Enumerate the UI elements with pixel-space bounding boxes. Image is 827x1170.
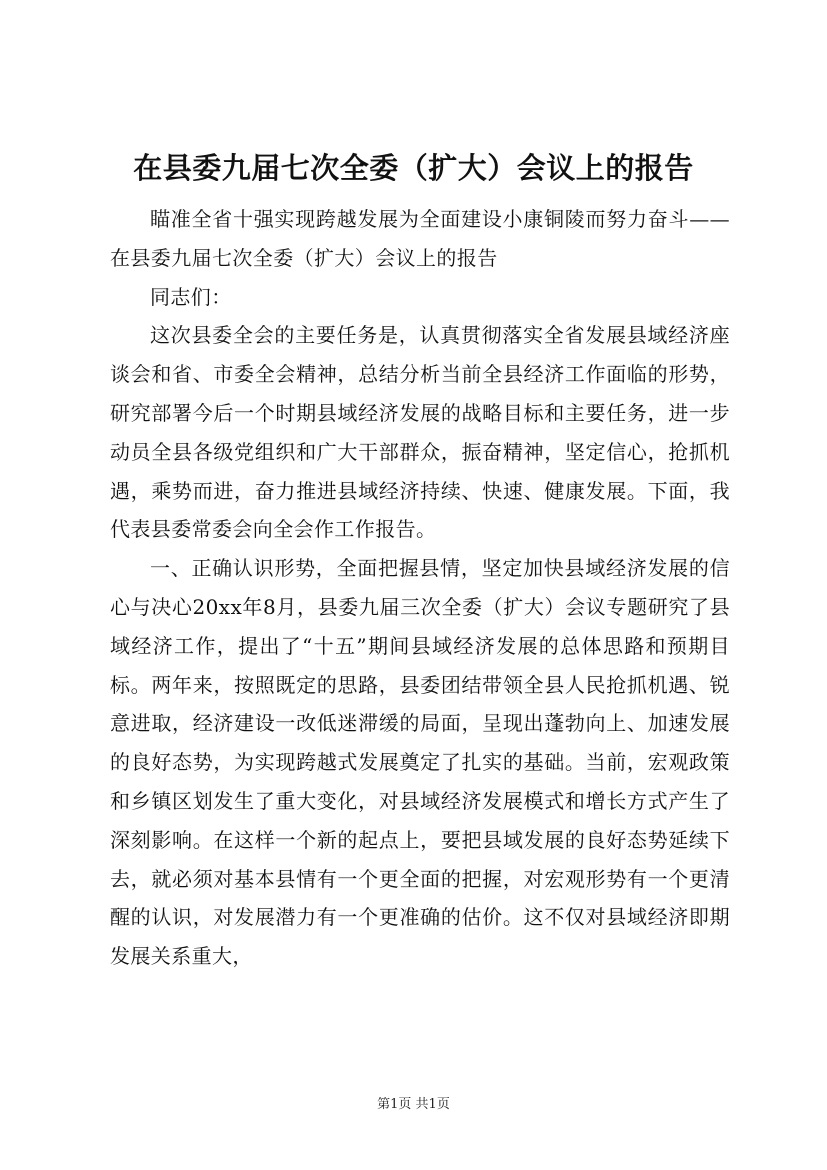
page-footer: 第1页 共1页 [377, 1097, 450, 1112]
salutation-paragraph: 同志们： [150, 284, 232, 309]
subtitle-paragraph: 瞄准全省十强实现跨越发展为全面建设小康铜陵而努力奋斗——在县委九届七次全委（扩大）会议上的报告 [110, 207, 730, 270]
document-title: 在县委九届七次全委（扩大）会议上的报告 [133, 151, 694, 185]
intro-paragraph: 这次县委全会的主要任务是，认真贯彻落实全省发展县域经济座谈会和省、市委全会精神，总结分析当前全县经济工作面临的形势，研究部署今后一个时期县域经济发展的战略目标和主要任务，进一步动员全县各级党组织和广大干部群众，振奋精神，坚定信心，抢抓机遇，乘势而进，奋力推进县域经济持续、快速、健康发展。下面，我代表县委常委会向全会作工作报告。 [110, 323, 730, 542]
section-one-paragraph: 一、正确认识形势，全面把握县情，坚定加快县域经济发展的信心与决心20xx年8月，县委九届三次全委（扩大）会议专题研究了县域经济工作，提出了“十五”期间县域经济发展的总体思路和预期目标。两年来，按照既定的思路，县委团结带领全县人民抢抓机遇、锐意进取，经济建设一改低迷滞缓的局面，呈现出蓬勃向上、加速发展的良好态势，为实现跨越式发展奠定了扎实的基础。当前，宏观政策和乡镇区划发生了重大变化，对县域经济发展模式和增长方式产生了深刻影响。在这样一个新的起点上，要把县域发展的良好态势延续下去，就必须对基本县情有一个更全面的把握，对宏观形势有一个更清醒的认识，对发展潜力有一个更准确的估价。这不仅对县域经济即期发展关系重大， [110, 556, 730, 969]
document-body [110, 200, 730, 976]
